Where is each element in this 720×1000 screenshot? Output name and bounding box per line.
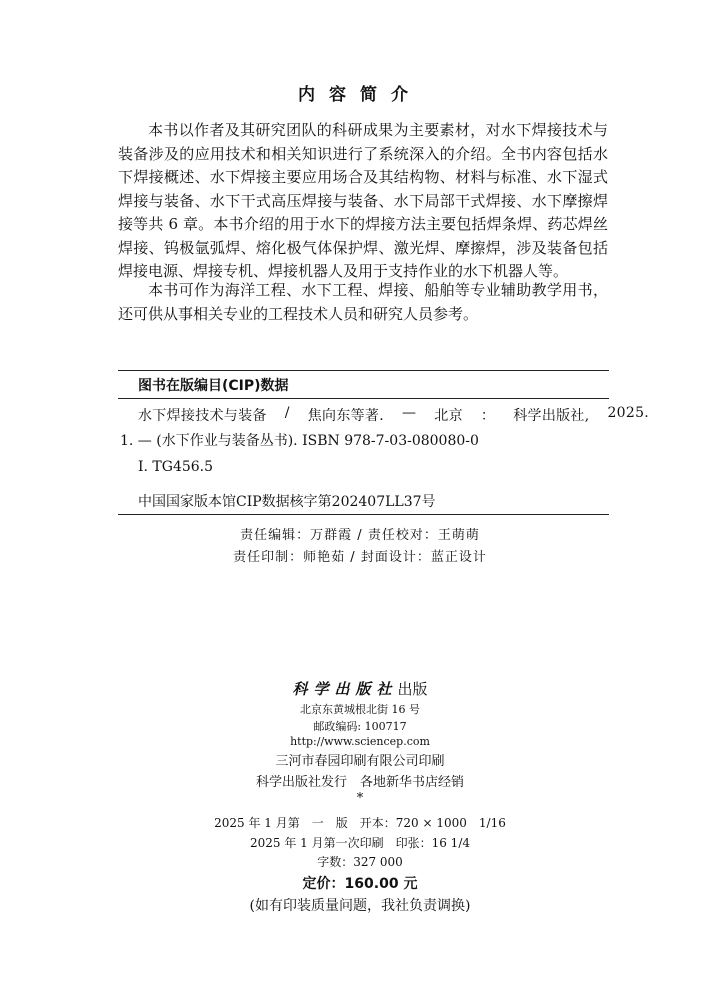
credits-production: 责任印制：师艳茹 / 封面设计：蓝正设计 [233,550,487,565]
cip-heading-divider [118,398,609,399]
word-count: 字数：327 000 [317,855,403,869]
cip-part-sep: / [284,405,290,421]
cip-publisher-part: 科学出版社, [513,408,590,424]
edition-line: 2025 年 1 月第 一 版 开本：720 × 1000 1/16 [214,816,506,830]
printer-line: 三河市春园印刷有限公司印刷 [275,754,445,769]
quality-notice: (如有印装质量问题，我社负责调换) [249,898,471,914]
cip-bottom-divider [118,514,609,515]
cip-line-2: 1. — (水下作业与装备丛书). ISBN 978-7-03-080080-0 [120,433,479,449]
cip-dash-part: — [401,405,417,421]
publisher-address: 北京东黄城根北街 16 号 [300,703,420,716]
cip-author-part: 焦向东等著. [307,408,384,424]
credits-editors: 责任编辑：万群霞 / 责任校对：王萌萌 [240,528,480,543]
intro-title: 内容简介 [298,85,422,105]
printing-line: 2025 年 1 月第一次印刷 印张：16 1/4 [249,836,470,850]
cip-line-1 [120,405,650,425]
cip-city-part: 北京 [434,408,463,424]
publisher-line [0,678,720,699]
cip-year-part: 2025. [607,405,650,421]
cip-colon-part: ： [480,408,496,424]
publisher-name: 科学出版社 [292,680,398,698]
cip-record-number: 中国国家版本馆CIP数据核字第202407LL37号 [138,494,436,510]
cip-heading: 图书在版编目(CIP)数据 [138,378,289,394]
separator-star: * [356,791,364,806]
intro-paragraph-2: 本书可作为海洋工程、水下工程、焊接、船舶等专业辅助教学用书，还可供从事相关专业的工程技术人员和研究人员参考。 [118,281,608,323]
cip-title-part: 水下焊接技术与装备 [138,408,267,424]
publisher-suffix: 出版 [397,680,428,698]
price: 定价：160.00 元 [302,876,418,892]
distribution-line: 科学出版社发行 各地新华书店经销 [255,775,464,790]
cip-classification: Ⅰ. TG456.5 [138,459,214,475]
publisher-postcode: 邮政编码: 100717 [313,720,407,733]
intro-paragraph-1: 本书以作者及其研究团队的科研成果为主要素材，对水下焊接技术与装备涉及的应用技术和相关知识进行了系统深入的介绍。全书内容包括水下焊接概述、水下焊接主要应用场合及其结构物、材料与标准、水下湿式焊接与装备、水下干式高压焊接与装备、水下局部干式焊接、水下摩擦焊接等共 6 章。本书介绍的用于水下的焊接方法主要包括焊条焊、药芯焊丝焊接、钨极氩弧焊、熔化极气体保护焊、激光焊、摩擦焊，涉及装备包括焊接电源、焊接专机、焊接机器人及用于支持作业的水下机器人等。 [118,121,608,280]
publisher-website: http://www.sciencep.com [290,735,430,748]
cip-top-divider [118,370,609,371]
